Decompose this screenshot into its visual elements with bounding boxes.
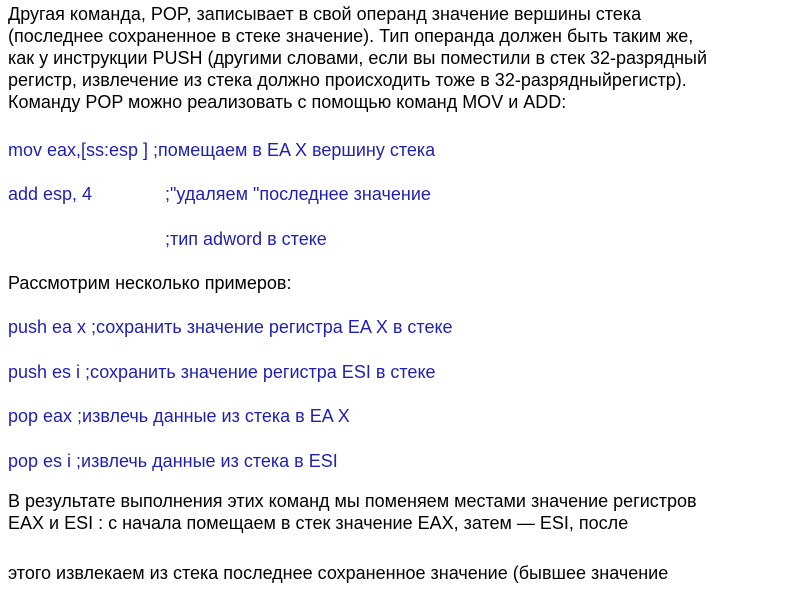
- example-line: pop eax ;извлечь данные из стека в EA X: [8, 406, 350, 426]
- intro-line: (последнее сохраненное в стеке значение). Тип операнда должен быть таким же,: [8, 26, 694, 46]
- code-type-comment: ;тип adword в стеке: [165, 229, 327, 249]
- outro-paragraph: [8, 490, 697, 534]
- code-add-line: [8, 183, 788, 205]
- example-line: pop es i ;извлечь данные из стека в ESI: [8, 451, 338, 471]
- intro-line: как у инструкции PUSH (другими словами, если вы поместили в стек 32-разрядный: [8, 48, 708, 68]
- intro-paragraph: [8, 3, 794, 113]
- final-line: этого извлекаем из стека последнее сохраненное значение (бывшее значение: [8, 563, 669, 583]
- examples-intro: Рассмотрим несколько примеров:: [8, 273, 292, 293]
- example-line: push ea x ;сохранить значение регистра EA X в стеке: [8, 317, 453, 337]
- example-line: push es i ;сохранить значение регистра ESI в стеке: [8, 362, 436, 382]
- outro-line: EAX и ESI : с начала помещаем в стек значение EAX, затем — ESI, после: [8, 513, 629, 533]
- code-add-instruction: add esp, 4: [8, 184, 93, 204]
- intro-line: регистр, извлечение из стека должно происходить тоже в 32-разрядныйрегистр).: [8, 70, 687, 90]
- code-mov-line: mov eax,[ss:esp ] ;помещаем в EA X вершину стека: [8, 140, 436, 160]
- outro-line: В результате выполнения этих команд мы поменяем местами значение регистров: [8, 491, 697, 511]
- code-add-comment: ;"удаляем "последнее значение: [165, 184, 431, 204]
- intro-line: Команду POP можно реализовать с помощью команд MOV и ADD:: [8, 92, 567, 112]
- intro-line: Другая команда, POP, записывает в свой операнд значение вершины стека: [8, 4, 642, 24]
